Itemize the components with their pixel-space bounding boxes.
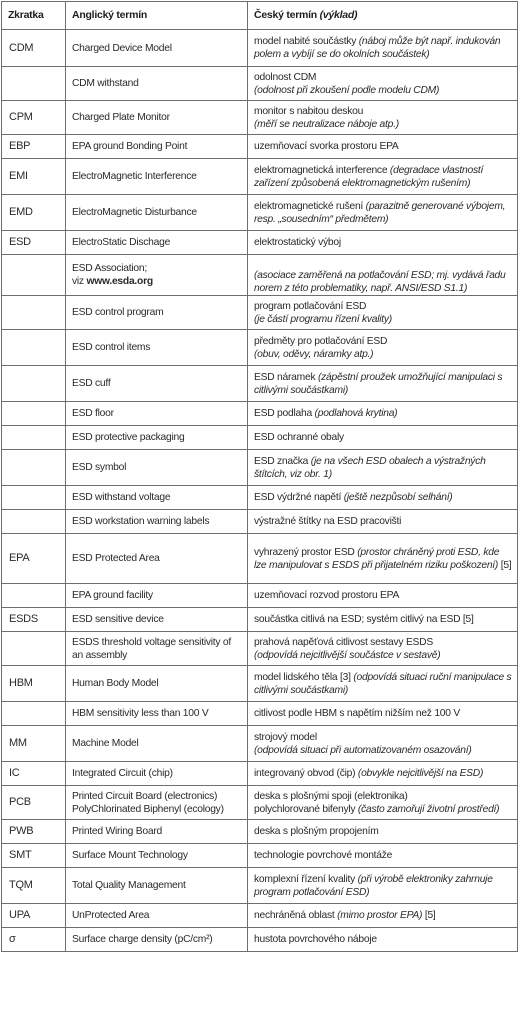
english-term-cell [66,534,248,584]
czech-term-cell [248,402,518,426]
czech-term-text: uzemňovací svorka prostoru EPA [254,141,399,152]
english-term-text: ESD Protected Area [72,553,160,564]
abbreviation-text: EMI [9,170,28,182]
english-term-text-2: PolyChlorinated Biphenyl (ecology) [72,803,224,815]
abbreviation-cell [2,330,66,366]
czech-term-explanation: (odpovídá situaci ruční manipulace s citlivými součástkami) [254,671,512,696]
czech-term-cell [248,366,518,402]
table-row [2,726,518,762]
english-term-cell [66,296,248,330]
table-row [2,584,518,608]
table-row [2,632,518,666]
czech-term-text-2: polychlorované bifenyly [254,803,358,815]
abbreviation-cell [2,844,66,868]
abbreviation-cell [2,101,66,135]
english-term-cell [66,762,248,786]
english-term-cell [66,135,248,159]
abbreviation-cell [2,486,66,510]
english-term-cell [66,844,248,868]
english-term-text: ESD Association; [72,263,147,274]
abbreviation-text: ESDS [9,613,38,625]
czech-term-text: součástka citlivá na ESD; systém citlivý na ESD [5] [254,614,474,625]
abbreviation-cell [2,868,66,904]
abbreviation-text: EMD [9,206,33,218]
header-czech-note: (výklad) [319,9,358,21]
czech-term-text: ESD náramek [254,371,318,383]
czech-term-text: uzemňovací rozvod prostoru EPA [254,590,400,601]
table-row [2,30,518,67]
abbreviation-cell [2,666,66,702]
abbreviation-text: EPA [9,552,30,564]
table-row [2,904,518,928]
abbreviation-cell [2,135,66,159]
table-row [2,101,518,135]
abbreviation-cell [2,426,66,450]
english-term-cell [66,30,248,67]
english-term-cell [66,726,248,762]
table-row [2,534,518,584]
table-header-row [2,2,518,30]
czech-term-explanation: (měří se neutralizace náboje atp.) [254,118,399,130]
czech-term-explanation: (zápěstní proužek umožňující manipulaci s citlivými součástkami) [254,371,503,396]
table-row [2,450,518,486]
english-term-cell [66,868,248,904]
abbreviation-cell [2,534,66,584]
czech-term-text: ESD výdržné napětí [254,492,344,503]
abbreviation-cell [2,255,66,296]
abbreviation-cell [2,928,66,952]
abbreviation-cell [2,608,66,632]
czech-term-cell [248,486,518,510]
table-row [2,702,518,726]
header-czech-label: Český termín [254,9,317,21]
czech-term-text: hustota povrchového náboje [254,934,377,945]
czech-term-explanation: (parazitně generované výbojem, resp. „sousedním“ předmětem) [254,200,506,225]
table-row [2,928,518,952]
abbreviation-cell [2,450,66,486]
czech-term-text: ESD značka [254,455,311,467]
abbreviation-cell [2,296,66,330]
czech-term-explanation: (je na všech ESD obalech a výstražných štítcích, viz obr. 1) [254,455,486,480]
table-row [2,786,518,820]
abbreviation-cell [2,67,66,101]
abbreviation-text: ESD [9,236,31,248]
english-term-text: Printed Wiring Board [72,826,162,837]
czech-term-explanation: (prostor chráněný proti ESD, kde lze manipulovat s ESDS při přijatelném riziku poškození) [254,546,500,571]
english-term-text: Human Body Model [72,678,159,689]
english-term-cell [66,67,248,101]
english-term-cell [66,366,248,402]
czech-term-text: deska s plošnými spoji (elektronika) [254,790,408,802]
table-row [2,159,518,195]
czech-term-reference: [5] [498,559,512,571]
czech-term-cell [248,101,518,135]
czech-term-text: model lidského těla [3] [254,671,354,683]
abbreviation-text: EBP [9,140,31,152]
abbreviation-cell [2,30,66,67]
czech-term-text: prahová napěťová citlivost sestavy ESDS [254,636,433,648]
czech-term-explanation: (odpovídá nejcitlivější součástce v sestavě) [254,649,441,661]
abbreviation-cell [2,584,66,608]
czech-term-cell [248,426,518,450]
english-term-cell [66,159,248,195]
czech-term-cell [248,726,518,762]
abbreviation-cell [2,632,66,666]
abbreviation-cell [2,195,66,231]
czech-term-cell [248,608,518,632]
abbreviation-cell [2,786,66,820]
czech-term-cell [248,904,518,928]
english-term-cell [66,510,248,534]
abbreviation-text: CPM [9,111,33,123]
english-term-text: Surface Mount Technology [72,850,188,861]
english-term-text: Total Quality Management [72,880,186,891]
czech-term-cell [248,584,518,608]
czech-term-cell [248,928,518,952]
czech-term-cell [248,632,518,666]
english-term-cell [66,486,248,510]
english-term-text: Printed Circuit Board (electronics) [72,790,218,802]
english-term-text: ElectroMagnetic Interference [72,171,197,182]
czech-term-text: vyhrazený prostor ESD [254,546,358,558]
table-row [2,426,518,450]
abbreviation-cell [2,904,66,928]
czech-term-explanation: (podlahová krytina) [314,408,398,419]
czech-term-explanation: (odpovídá situaci při automatizovaném osazování) [254,744,472,756]
czech-term-explanation: (náboj může být např. indukován polem a vybíjí se do okolních součástek) [254,36,501,60]
czech-term-text: integrovaný obvod (čip) [254,768,358,779]
english-term-text: EPA ground facility [72,590,153,601]
english-term-text: UnProtected Area [72,910,150,921]
table-row [2,762,518,786]
english-term-text: Charged Device Model [72,42,172,54]
czech-term-text: nechráněná oblast [254,910,338,921]
czech-term-cell [248,255,518,296]
english-term-cell [66,426,248,450]
header-abbreviation: Zkratka [2,2,66,30]
english-term-text: ESD workstation warning labels [72,516,210,527]
abbreviation-cell [2,159,66,195]
english-term-cell [66,820,248,844]
abbreviation-text: TQM [9,879,33,891]
czech-term-text: elektrostatický výboj [254,237,341,248]
english-term-cell [66,450,248,486]
english-term-prefix: viz [72,276,87,287]
table-row [2,255,518,296]
english-term-cell [66,402,248,426]
table-row [2,135,518,159]
abbreviation-text: PCB [9,796,31,808]
czech-term-cell [248,844,518,868]
english-term-cell [66,632,248,666]
table-row [2,330,518,366]
czech-term-explanation: (ještě nezpůsobí selhání) [343,492,453,503]
czech-term-explanation: (mimo prostor EPA) [337,910,423,921]
english-term-cell [66,608,248,632]
czech-term-cell [248,762,518,786]
english-term-cell [66,702,248,726]
abbreviation-cell [2,762,66,786]
terminology-table [1,1,518,952]
english-term-cell [66,904,248,928]
abbreviation-text: PWB [9,825,34,837]
english-term-cell [66,786,248,820]
abbreviation-cell [2,820,66,844]
english-term-cell [66,584,248,608]
czech-term-cell [248,786,518,820]
english-term-text: ESD symbol [72,462,127,473]
czech-term-cell [248,231,518,255]
website-link[interactable]: www.esda.org [86,276,153,287]
english-term-text: ElectroMagnetic Disturbance [72,207,197,218]
english-term-text: ESDS threshold voltage sensitivity of an assembly [72,636,232,661]
abbreviation-text: MM [9,737,27,749]
czech-term-text: monitor s nabitou deskou [254,105,364,117]
table-row [2,510,518,534]
header-czech-term [248,2,518,30]
abbreviation-cell [2,402,66,426]
english-term-text: Integrated Circuit (chip) [72,768,173,779]
czech-term-cell [248,868,518,904]
english-term-text: ESD sensitive device [72,614,164,625]
table-row [2,608,518,632]
abbreviation-text: IC [9,767,20,779]
czech-term-text: ESD podlaha [254,408,315,419]
english-term-text: ESD floor [72,408,114,419]
czech-term-cell [248,820,518,844]
abbreviation-text: σ [9,933,16,945]
czech-term-reference: [5] [422,910,436,921]
english-term-text: ESD control items [72,342,151,353]
abbreviation-cell [2,366,66,402]
czech-term-text: výstražné štítky na ESD pracovišti [254,516,402,527]
czech-term-cell [248,135,518,159]
czech-term-text: technologie povrchové montáže [254,850,393,861]
czech-term-cell [248,159,518,195]
english-term-text: ESD protective packaging [72,432,185,443]
czech-term-text: ESD ochranné obaly [254,432,344,443]
abbreviation-cell [2,702,66,726]
english-term-text: ElectroStatic Dischage [72,237,171,248]
czech-term-text: program potlačování ESD [254,300,367,312]
table-row [2,868,518,904]
table-row [2,366,518,402]
czech-term-cell [248,30,518,67]
czech-term-text: model nabité součástky [254,36,359,47]
czech-term-cell [248,67,518,101]
abbreviation-text: HBM [9,677,33,689]
english-term-cell [66,195,248,231]
english-term-text: ESD cuff [72,378,111,389]
czech-term-text: deska s plošným propojením [254,826,379,837]
english-term-cell [66,255,248,296]
czech-term-text: citlivost podle HBM s napětím nižším než 100 V [254,708,460,719]
czech-term-cell [248,510,518,534]
english-term-cell [66,928,248,952]
table-row [2,402,518,426]
abbreviation-text: SMT [9,849,32,861]
czech-term-cell [248,296,518,330]
table-row [2,195,518,231]
abbreviation-text: UPA [9,909,31,921]
english-term-cell [66,666,248,702]
english-term-text: EPA ground Bonding Point [72,141,188,152]
english-term-text: CDM withstand [72,78,139,89]
english-term-text: ESD withstand voltage [72,492,171,503]
czech-term-cell [248,330,518,366]
czech-term-explanation: (odolnost při zkoušení podle modelu CDM) [254,84,440,96]
table-row [2,231,518,255]
abbreviation-cell [2,726,66,762]
table-row [2,844,518,868]
table-row [2,296,518,330]
czech-term-text: odolnost CDM [254,71,317,83]
czech-term-explanation: (při výrobě elektroniky zahrnuje program potlačování ESD) [254,873,493,898]
table-row [2,820,518,844]
czech-term-explanation: (je částí programu řízení kvality) [254,313,392,325]
table-row [2,486,518,510]
czech-term-explanation: (asociace zaměřená na potlačování ESD; mj. vydává řadu norem z této problematiky, např. ANSI/ESD S1.1) [254,269,506,294]
czech-term-text: elektromagnetické rušení [254,200,366,212]
czech-term-cell [248,702,518,726]
czech-term-cell [248,195,518,231]
table-row [2,666,518,702]
czech-term-text: komplexní řízení kvality [254,873,358,885]
czech-term-text: předměty pro potlačování ESD [254,335,388,347]
english-term-cell [66,330,248,366]
czech-term-text: elektromagnetická interference [254,164,390,176]
english-term-cell [66,101,248,135]
czech-term-cell [248,534,518,584]
table-row [2,67,518,101]
czech-term-explanation: (degradace vlastností zařízení způsobená elektromagnetickým rušením) [254,164,484,189]
english-term-text: HBM sensitivity less than 100 V [72,708,209,719]
header-english-term: Anglický termín [66,2,248,30]
czech-term-text: strojový model [254,731,317,743]
czech-term-explanation: (obuv, oděvy, náramky atp.) [254,348,374,360]
english-term-text: Surface charge density (pC/cm²) [72,934,213,945]
czech-term-cell [248,450,518,486]
czech-term-explanation: (obvykle nejcitlivější na ESD) [357,768,484,779]
abbreviation-cell [2,231,66,255]
english-term-text: Charged Plate Monitor [72,112,170,123]
czech-term-explanation: (často zamořují životní prostředí) [357,803,500,815]
english-term-text: Machine Model [72,738,139,749]
abbreviation-cell [2,510,66,534]
english-term-text: ESD control program [72,307,164,318]
abbreviation-text: CDM [9,41,34,54]
czech-term-cell [248,666,518,702]
english-term-cell [66,231,248,255]
